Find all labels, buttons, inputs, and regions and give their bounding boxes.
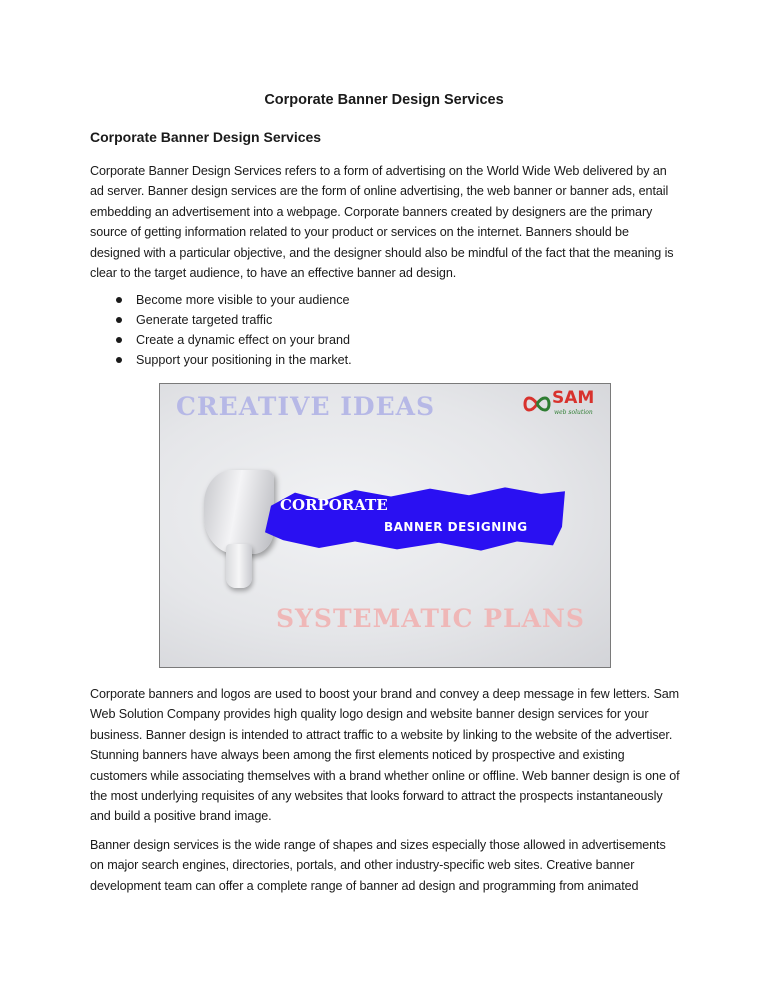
list-item [90,290,352,310]
sam-logo [522,388,608,424]
benefits-list [90,290,352,370]
section-heading: Corporate Banner Design Services [90,129,322,145]
list-item [90,350,352,370]
bullet-icon [116,297,122,303]
banner-rip-line1: CORPORATE [280,496,388,514]
list-item-text: Support your positioning in the market. [136,353,352,367]
logo-text: SAM [552,388,595,408]
intro-paragraph: Corporate Banner Design Services refers to a form of advertising on the World Wide Web delivered by an ad server. Banner design services are the form of online advertising, the web banner or banner ads, entail embedding an advertisement into a webpage. Corporate banners created by designers are the primary source of getting information related to your product or services on the internet. Banners should be designed with a particular objective, and the designer should also be mindful of the fact that the meaning is clear to the target audience, to have an effective banner ad design. [90,164,674,281]
bullet-icon [116,357,122,363]
banner-image [159,383,611,668]
banner-bottom-text: SYSTEMATIC PLANS [276,604,585,633]
banner-rip-line2: BANNER DESIGNING [384,520,528,534]
infinity-logo-icon [522,392,552,416]
list-item [90,330,352,350]
paper-curl-tail [226,544,252,588]
list-item [90,310,352,330]
list-item-text: Create a dynamic effect on your brand [136,333,350,347]
body-paragraph-2: Corporate banners and logos are used to boost your brand and convey a deep message in few letters. Sam Web Solution Company provides high quality logo design and website banner design services for your business. Banner design is intended to attract traffic to a website by linking to the website of the advertiser. Stunning banners have always been among the first elements noticed by prospective and existing customers while associating themselves with a brand whether online or offline. Web banner design is one of the most underlying requisites of any websites that looks forward to attract the prospects instantaneously and build a positive brand image. [90,687,680,824]
banner-top-text: CREATIVE IDEAS [176,392,436,421]
paper-curl [204,470,274,554]
body-paragraph-3: Banner design services is the wide range of shapes and sizes especially those allowed in advertisements on major search engines, directories, portals, and other industry-specific web sites. Creative banner development team can offer a complete range of banner ad design and programming from animated [90,838,666,893]
document-title: Corporate Banner Design Services [264,92,504,108]
list-item-text: Become more visible to your audience [136,293,350,307]
logo-subtext: web solution [554,409,593,416]
list-item-text: Generate targeted traffic [136,313,273,327]
bullet-icon [116,317,122,323]
bullet-icon [116,337,122,343]
